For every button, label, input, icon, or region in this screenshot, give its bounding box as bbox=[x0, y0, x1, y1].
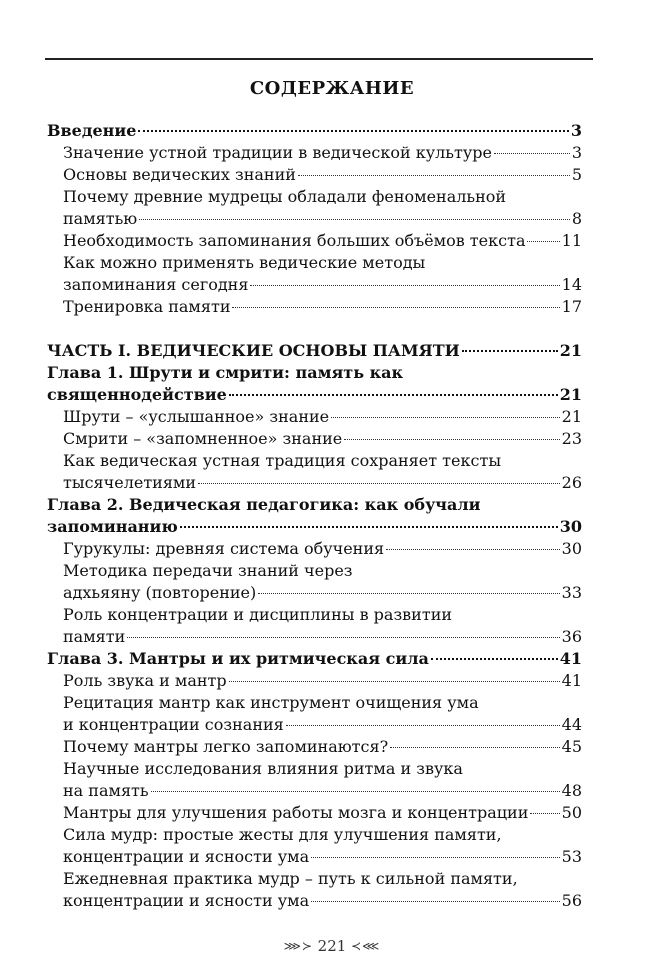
toc-entry-page: 48 bbox=[561, 781, 582, 800]
toc-entry-title: концентрации и ясности ума bbox=[63, 891, 310, 910]
toc-entry-page: 3 bbox=[571, 143, 582, 162]
ornament-right-icon: ≺⋘ bbox=[351, 939, 381, 953]
toc-entry bbox=[47, 362, 582, 406]
toc-entry-line bbox=[63, 406, 582, 428]
toc-entry bbox=[47, 868, 582, 912]
dot-leader bbox=[390, 747, 559, 748]
dot-leader bbox=[298, 175, 570, 176]
toc-entry-line bbox=[47, 120, 582, 142]
dot-leader bbox=[258, 593, 559, 594]
dot-leader bbox=[386, 549, 560, 550]
toc-entry-title: запоминанию bbox=[47, 517, 178, 536]
toc-entry-page: 36 bbox=[561, 627, 582, 646]
toc-entry-page: 44 bbox=[561, 715, 582, 734]
toc-entry-line bbox=[63, 736, 582, 758]
toc-entry-line bbox=[63, 670, 582, 692]
toc-entry-page: 21 bbox=[559, 341, 582, 360]
toc-entry bbox=[47, 142, 582, 164]
toc-entry-page: 26 bbox=[561, 473, 582, 492]
dot-leader bbox=[494, 153, 570, 154]
toc-entry bbox=[47, 670, 582, 692]
toc-entry-line bbox=[63, 428, 582, 450]
toc-entry-page: 21 bbox=[561, 407, 582, 426]
toc-entry-line bbox=[63, 296, 582, 318]
toc-entry bbox=[47, 758, 582, 802]
toc-entry-title: на память bbox=[63, 781, 149, 800]
toc-entry bbox=[47, 692, 582, 736]
toc-entry-line bbox=[63, 538, 582, 560]
toc-entry-line bbox=[63, 846, 582, 868]
toc-entry-page: 30 bbox=[559, 517, 582, 536]
toc-entry-title: Основы ведических знаний bbox=[63, 165, 296, 184]
toc-entry-page: 14 bbox=[561, 275, 582, 294]
dot-leader bbox=[229, 681, 560, 682]
dot-leader bbox=[198, 483, 560, 484]
toc-entry bbox=[47, 604, 582, 648]
toc-entry-line bbox=[63, 142, 582, 164]
toc-entry-page: 50 bbox=[561, 803, 582, 822]
toc-entry-title-line: Рецитация мантр как инструмент очищения ума bbox=[63, 693, 479, 712]
toc-entry bbox=[47, 648, 582, 670]
toc-entry-title-line: Научные исследования влияния ритма и звука bbox=[63, 759, 463, 778]
toc-entry-line bbox=[63, 164, 582, 186]
toc-entry-page: 30 bbox=[561, 539, 582, 558]
toc-entry bbox=[47, 560, 582, 604]
toc-entry-title: Значение устной традиции в ведической культуре bbox=[63, 143, 492, 162]
toc-entry-page: 8 bbox=[571, 209, 582, 228]
toc-entry-line bbox=[63, 230, 582, 252]
toc-entry-page: 21 bbox=[559, 385, 582, 404]
toc-entry-title: Тренировка памяти bbox=[63, 297, 231, 316]
page-number: 221 bbox=[317, 937, 347, 955]
toc-entry-title: адхьяяну (повторение) bbox=[63, 583, 257, 602]
toc-entry bbox=[47, 824, 582, 868]
dot-leader bbox=[232, 307, 559, 308]
toc-entry-title: Введение bbox=[47, 121, 137, 140]
toc-entry bbox=[47, 428, 582, 450]
toc-entry-page: 56 bbox=[561, 891, 582, 910]
dot-leader bbox=[138, 130, 568, 132]
dot-leader bbox=[331, 417, 560, 418]
dot-leader bbox=[229, 394, 558, 396]
toc-entry-page: 3 bbox=[570, 121, 582, 140]
toc-entry-title: Гурукулы: древняя система обучения bbox=[63, 539, 385, 558]
toc-entry bbox=[47, 340, 582, 362]
toc-entry-line bbox=[63, 274, 582, 296]
dot-leader bbox=[139, 219, 570, 220]
dot-leader bbox=[127, 637, 559, 638]
toc-entry-title: памяти bbox=[63, 627, 126, 646]
dot-leader bbox=[180, 526, 558, 528]
toc-entry-page: 11 bbox=[561, 231, 582, 250]
toc-entry-line bbox=[63, 802, 582, 824]
toc-entry-title: Глава 3. Мантры и их ритмическая сила bbox=[47, 649, 429, 668]
dot-leader bbox=[344, 439, 559, 440]
page-title: СОДЕРЖАНИЕ bbox=[249, 78, 415, 99]
toc-entry-title: Смрити – «запомненное» знание bbox=[63, 429, 343, 448]
dot-leader bbox=[151, 791, 560, 792]
toc-entry-page: 45 bbox=[561, 737, 582, 756]
toc-entry-title: тысячелетиями bbox=[63, 473, 197, 492]
toc-entry-title-line: Сила мудр: простые жесты для улучшения памяти, bbox=[63, 825, 502, 844]
toc-entry-line bbox=[63, 626, 582, 648]
toc-entry-title: запоминания сегодня bbox=[63, 275, 249, 294]
toc-entry-title: Шрути – «услышанное» знание bbox=[63, 407, 330, 426]
dot-leader bbox=[286, 725, 560, 726]
toc-entry-title: Роль звука и мантр bbox=[63, 671, 227, 690]
toc-entry bbox=[47, 538, 582, 560]
table-of-contents bbox=[47, 120, 582, 912]
toc-entry bbox=[47, 164, 582, 186]
toc-entry bbox=[47, 450, 582, 494]
toc-entry-line bbox=[63, 582, 582, 604]
toc-entry-title: Мантры для улучшения работы мозга и концентрации bbox=[63, 803, 529, 822]
toc-entry bbox=[47, 736, 582, 758]
toc-entry bbox=[47, 186, 582, 230]
top-rule bbox=[45, 58, 593, 60]
dot-leader bbox=[250, 285, 559, 286]
toc-entry-title: концентрации и ясности ума bbox=[63, 847, 310, 866]
toc-entry bbox=[47, 406, 582, 428]
toc-entry-title-line: Как можно применять ведические методы bbox=[63, 253, 426, 272]
toc-entry-line bbox=[63, 890, 582, 912]
toc-entry-title-line: Глава 2. Ведическая педагогика: как обучали bbox=[47, 495, 481, 514]
toc-entry-title: ЧАСТЬ I. ВЕДИЧЕСКИЕ ОСНОВЫ ПАМЯТИ bbox=[47, 341, 460, 360]
toc-entry-page: 23 bbox=[561, 429, 582, 448]
toc-entry-title: Необходимость запоминания больших объёмов текста bbox=[63, 231, 526, 250]
toc-entry bbox=[47, 230, 582, 252]
toc-entry-title-line: Ежедневная практика мудр – путь к сильной памяти, bbox=[63, 869, 518, 888]
toc-entry-page: 17 bbox=[561, 297, 582, 316]
toc-entry-line bbox=[63, 780, 582, 802]
toc-entry-title: Почему мантры легко запоминаются? bbox=[63, 737, 389, 756]
toc-entry bbox=[47, 296, 582, 318]
toc-entry-title-line: Почему древние мудрецы обладали феноменальной bbox=[63, 187, 507, 206]
dot-leader bbox=[530, 813, 559, 814]
toc-entry-title-line: Роль концентрации и дисциплины в развитии bbox=[63, 605, 453, 624]
toc-entry-page: 41 bbox=[561, 671, 582, 690]
toc-entry-line bbox=[47, 648, 582, 670]
dot-leader bbox=[527, 241, 559, 242]
toc-entry-title-line: Как ведическая устная традиция сохраняет тексты bbox=[63, 451, 502, 470]
toc-entry bbox=[47, 120, 582, 142]
dot-leader bbox=[462, 350, 558, 352]
dot-leader bbox=[311, 857, 560, 858]
toc-entry bbox=[47, 802, 582, 824]
toc-entry-page: 41 bbox=[559, 649, 582, 668]
toc-entry-title-line: Методика передачи знаний через bbox=[63, 561, 353, 580]
toc-entry-line bbox=[63, 208, 582, 230]
toc-entry-title: и концентрации сознания bbox=[63, 715, 284, 734]
page-footer bbox=[0, 937, 664, 955]
toc-entry-title-line: Глава 1. Шрути и смрити: память как bbox=[47, 363, 404, 382]
toc-entry-title: священнодействие bbox=[47, 385, 227, 404]
toc-entry-line bbox=[63, 472, 582, 494]
toc-entry bbox=[47, 494, 582, 538]
toc-entry bbox=[47, 252, 582, 296]
dot-leader bbox=[431, 658, 558, 660]
toc-entry-page: 53 bbox=[561, 847, 582, 866]
toc-entry-page: 5 bbox=[571, 165, 582, 184]
ornament-left-icon: ⋙≻ bbox=[283, 939, 313, 953]
toc-entry-title: памятью bbox=[63, 209, 138, 228]
dot-leader bbox=[311, 901, 560, 902]
toc-entry-line bbox=[47, 516, 582, 538]
toc-entry-line bbox=[47, 384, 582, 406]
toc-entry-line bbox=[47, 340, 582, 362]
toc-entry-line bbox=[63, 714, 582, 736]
toc-entry-page: 33 bbox=[561, 583, 582, 602]
